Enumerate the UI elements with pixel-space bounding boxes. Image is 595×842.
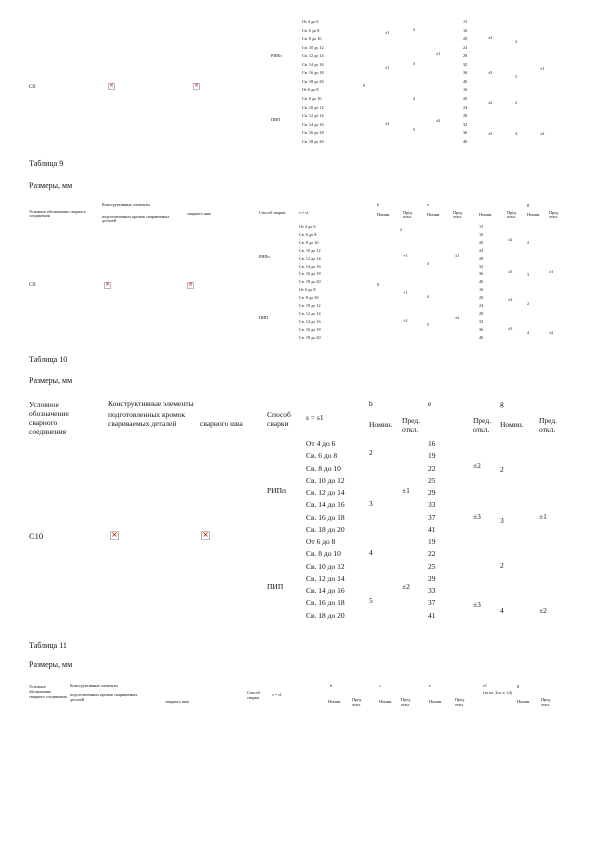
header-tol: Пред. откл. (539, 416, 558, 434)
e-value: 36 (479, 271, 484, 277)
cell: 3 (515, 74, 518, 79)
e-value: 28 (479, 310, 484, 316)
e-value: 24 (479, 303, 484, 308)
thickness-range: Св. 12 до 14 (306, 573, 345, 583)
header-method: Способ сварки (259, 210, 286, 215)
cell: ±1 (540, 66, 545, 71)
thickness-range: От 6 до 8 (299, 287, 316, 293)
e-value: 36 (463, 130, 468, 136)
header-prepared: подготовленных кромок свариваемых деталей (102, 214, 170, 224)
header-tol: Пред. откл. (403, 210, 414, 220)
thickness-range: Св. 10 до 12 (299, 303, 321, 308)
thickness-range: От 4 до 6 (306, 439, 336, 448)
cell: 2 (413, 27, 416, 32)
e-value: 20 (479, 295, 484, 301)
e-value: 25 (428, 475, 436, 485)
e-value: 19 (428, 537, 436, 546)
cell: 2 (369, 448, 373, 457)
thickness-range: Св. 12 до 14 (299, 255, 321, 261)
thickness-range: Св. 18 до 20 (299, 279, 321, 285)
header-weld: сварного шва (165, 699, 189, 704)
cell: 2 (500, 465, 504, 474)
e-value: 32 (463, 61, 468, 67)
thickness-range: От 6 до 8 (302, 87, 319, 93)
cell: ±3 (508, 269, 513, 274)
thickness-range: От 6 до 8 (306, 537, 336, 546)
method-label: ПИП (271, 117, 281, 122)
cell: ±1 (436, 51, 441, 56)
header-b: b (377, 202, 380, 207)
header-prepared: подготовленных кромок свариваемых деталей (108, 410, 186, 428)
thickness-range: Св. 12 до 14 (299, 310, 321, 316)
e-value: 28 (463, 113, 468, 119)
e-value: 20 (463, 36, 468, 42)
header-elements: Конструктивные элементы (102, 202, 150, 207)
header-prepared: подготовленных кромок свариваемых деталей (70, 692, 138, 702)
thickness-range: Св. 6 до 8 (302, 27, 320, 33)
cell: 3 (500, 516, 504, 525)
e-value: 20 (463, 95, 468, 101)
cell: ±2 (473, 461, 481, 470)
cell: ±1 (539, 512, 547, 521)
cell: ±2 (508, 297, 513, 302)
row-label: С9 (29, 84, 36, 90)
header-tol: Пред. откл. (541, 697, 552, 707)
e-value: 36 (479, 326, 484, 332)
header-g: g (517, 683, 520, 688)
cell: 0 (377, 282, 380, 287)
e-value: 32 (463, 121, 468, 127)
cell: ±2 (488, 100, 493, 105)
e-value: 37 (428, 512, 436, 522)
cell: 4 (527, 330, 530, 335)
e-value: 41 (428, 524, 436, 534)
cell: ±2 (436, 118, 441, 123)
thickness-range: Св. 8 до 10 (306, 549, 341, 559)
header-s: s = s1 (299, 210, 309, 215)
header-method: Способ сварки (247, 690, 261, 700)
header-tol: Пред. откл. (402, 416, 421, 434)
e-value: 40 (463, 138, 468, 144)
thickness-range: Св. 10 до 12 (302, 44, 324, 50)
cell: ±1 (402, 486, 410, 495)
broken-image-icon (193, 83, 200, 90)
e-value: 36 (463, 70, 468, 76)
cell: 3 (527, 272, 530, 277)
thickness-range: Св. 6 до 8 (299, 231, 317, 237)
header-symbol: Условное обозначение сварного соединения (29, 400, 69, 436)
e-value: 16 (463, 87, 468, 93)
thickness-range: Св. 18 до 20 (302, 138, 324, 144)
thickness-range: Св. 12 до 14 (306, 488, 345, 497)
e-value: 22 (428, 463, 436, 473)
broken-image-icon (104, 282, 111, 289)
dimensions-note: Размеры, мм (29, 181, 73, 190)
e-value: 29 (428, 573, 436, 583)
cell: ±3 (488, 131, 493, 136)
header-c: c (379, 683, 381, 688)
cell: ±3 (488, 70, 493, 75)
e-value: 33 (428, 586, 436, 595)
thickness-range: Св. 10 до 12 (306, 475, 345, 485)
thickness-range: Св. 8 до 10 (302, 95, 322, 101)
header-nom: Номин. (527, 212, 541, 217)
e-value: 33 (428, 500, 436, 510)
cell: ±2 (488, 35, 493, 40)
header-tol: Пред. откл. (352, 697, 363, 707)
thickness-range: Св. 16 до 18 (299, 326, 321, 332)
header-tol: Пред. откл. (507, 210, 518, 220)
cell: 2 (527, 240, 530, 245)
header-nom: Номин. (379, 699, 393, 704)
e-value: 16 (428, 439, 436, 448)
broken-image-icon (108, 83, 115, 90)
header-elements: Конструктивные элементы (108, 399, 194, 408)
method-label: РИПп (271, 53, 282, 58)
broken-image-icon (187, 282, 194, 289)
e-value: 24 (463, 104, 468, 110)
header-g: g (527, 202, 530, 207)
row-label: С9 (29, 282, 36, 288)
broken-image-icon (201, 531, 210, 540)
e-value: 32 (479, 263, 484, 269)
header-tol: Пред. откл. (549, 210, 560, 220)
thickness-range: Св. 14 до 16 (302, 61, 324, 67)
thickness-range: Св. 14 до 16 (299, 263, 321, 269)
header-tol: Пред. откл. (473, 416, 492, 434)
header-weld: сварного шва (187, 211, 211, 216)
cell: ±1 (549, 269, 554, 274)
method-label: РИПп (259, 254, 270, 259)
thickness-range: От 4 до 6 (299, 224, 316, 229)
thickness-range: Св. 18 до 20 (306, 610, 345, 620)
cell: ±3 (473, 600, 481, 609)
cell: +1 (403, 290, 408, 295)
cell: ±2 (455, 315, 460, 320)
header-nom: Номин. (328, 699, 342, 704)
cell: 3 (369, 499, 373, 508)
cell: ±2 (539, 606, 547, 615)
row-label: С10 (29, 531, 44, 541)
header-s: s = s1 (272, 692, 282, 697)
thickness-range: Св. 16 до 18 (306, 512, 345, 522)
thickness-range: Св. 18 до 20 (299, 334, 321, 340)
thickness-range: Св. 14 до 16 (306, 500, 345, 510)
header-s: s = s1 (306, 413, 324, 422)
cell: 4 (515, 131, 518, 136)
cell: 5 (427, 322, 430, 327)
cell: ±2 (540, 131, 545, 136)
header-tol: Пред. откл. (455, 697, 466, 707)
header-nom: Номин. (517, 699, 531, 704)
thickness-range: Св. 8 до 10 (302, 36, 322, 42)
cell: ±2 (549, 330, 554, 335)
cell: 2 (500, 561, 504, 570)
header-g: g (500, 399, 504, 408)
cell: 3 (413, 61, 416, 66)
header-symbol: Условное обозначение сварного соединения (29, 209, 86, 219)
header-nom: Номин. (429, 699, 443, 704)
e-value: 16 (463, 27, 468, 33)
dimensions-note: Размеры, мм (29, 376, 73, 385)
cell: +1 (403, 253, 408, 258)
e-value: 19 (428, 451, 436, 461)
e-value: 16 (479, 231, 484, 237)
thickness-range: Св. 6 до 8 (306, 451, 338, 461)
e-value: 32 (479, 318, 484, 324)
e-value: 25 (428, 561, 436, 571)
cell: +2 (403, 318, 408, 323)
table-caption: Таблица 9 (29, 159, 64, 168)
e-value: 24 (463, 44, 468, 50)
cell: ±1 (455, 253, 460, 258)
cell: ±2 (385, 121, 390, 126)
header-nom: Номин. (479, 212, 493, 217)
thickness-range: Св. 12 до 14 (302, 53, 324, 59)
header-e: e (429, 683, 431, 688)
cell: ±3 (508, 326, 513, 331)
e-value: 22 (428, 549, 436, 559)
header-nom: Номин. (500, 420, 524, 429)
thickness-range: Св. 16 до 18 (302, 70, 324, 76)
cell: 2 (515, 39, 518, 44)
header-b: b (330, 683, 333, 688)
e-value: 40 (479, 279, 484, 285)
thickness-range: Св. 12 до 14 (302, 113, 324, 119)
method-label: ПИП (267, 582, 284, 591)
cell: 4 (427, 294, 430, 299)
cell: 4 (413, 96, 416, 101)
thickness-range: Св. 16 до 18 (306, 598, 345, 608)
method-label: РИПп (267, 486, 287, 495)
thickness-range: Св. 10 до 12 (299, 247, 321, 253)
header-method: Способ сварки (267, 410, 291, 428)
cell: 5 (413, 127, 416, 132)
e-value: 13 (479, 224, 484, 229)
thickness-range: Св. 18 до 20 (302, 78, 324, 84)
header-tol: Пред. откл. (453, 210, 464, 220)
header-tol: Пред. откл. (401, 697, 412, 707)
e-value: 29 (428, 488, 436, 497)
header-e: e (428, 399, 432, 408)
table-caption: Таблица 10 (29, 355, 68, 364)
thickness-range: Св. 8 до 10 (299, 295, 319, 301)
cell: 3 (427, 261, 430, 266)
e-value: 28 (463, 53, 468, 59)
header-weld: сварного шва (200, 419, 243, 428)
e-value: 40 (479, 334, 484, 340)
e-value: 37 (428, 598, 436, 608)
thickness-range: Св. 16 до 18 (302, 130, 324, 136)
cell: 4 (500, 606, 504, 615)
thickness-range: От 4 до 6 (302, 19, 319, 24)
cell: ±3 (473, 512, 481, 521)
header-b: b (369, 399, 373, 408)
header-e1-note: (за пл. 2ос e, ±2) (483, 690, 513, 695)
cell: 0 (363, 83, 366, 88)
header-nom: Номин. (369, 420, 393, 429)
e-value: 40 (463, 78, 468, 84)
cell: ±1 (385, 65, 390, 70)
thickness-range: Св. 8 до 10 (299, 239, 319, 245)
header-nom: Номин. (377, 212, 391, 217)
cell: ±2 (508, 237, 513, 242)
cell: 2 (400, 227, 403, 232)
thickness-range: Св. 14 до 16 (302, 121, 324, 127)
e-value: 24 (479, 247, 484, 253)
e-value: 13 (463, 19, 468, 24)
thickness-range: Св. 14 до 16 (306, 586, 345, 595)
e-value: 20 (479, 239, 484, 245)
header-e1: e1 (483, 683, 487, 688)
header-elements: Конструктивные элементы (70, 683, 118, 688)
thickness-range: Св. 16 до 18 (299, 271, 321, 277)
cell: 2 (527, 301, 530, 306)
thickness-range: Св. 18 до 20 (306, 524, 345, 534)
e-value: 28 (479, 255, 484, 261)
dimensions-note: Размеры, мм (29, 660, 73, 669)
thickness-range: Св. 10 до 12 (302, 104, 324, 110)
cell: 4 (369, 548, 373, 557)
method-label: ПИП (259, 315, 269, 320)
header-nom: Номин. (427, 212, 441, 217)
cell: ±1 (385, 30, 390, 35)
header-symbol: Условное обозначение сварного соединения (29, 684, 67, 699)
cell: 5 (369, 596, 373, 605)
e-value: 41 (428, 610, 436, 620)
cell: 2 (515, 100, 518, 105)
table-caption: Таблица 11 (29, 641, 67, 650)
cell: ±2 (402, 582, 410, 591)
thickness-range: Св. 10 до 12 (306, 561, 345, 571)
broken-image-icon (110, 531, 119, 540)
e-value: 16 (479, 287, 484, 293)
header-e: e (427, 202, 429, 207)
thickness-range: Св. 14 до 16 (299, 318, 321, 324)
thickness-range: Св. 8 до 10 (306, 463, 341, 473)
